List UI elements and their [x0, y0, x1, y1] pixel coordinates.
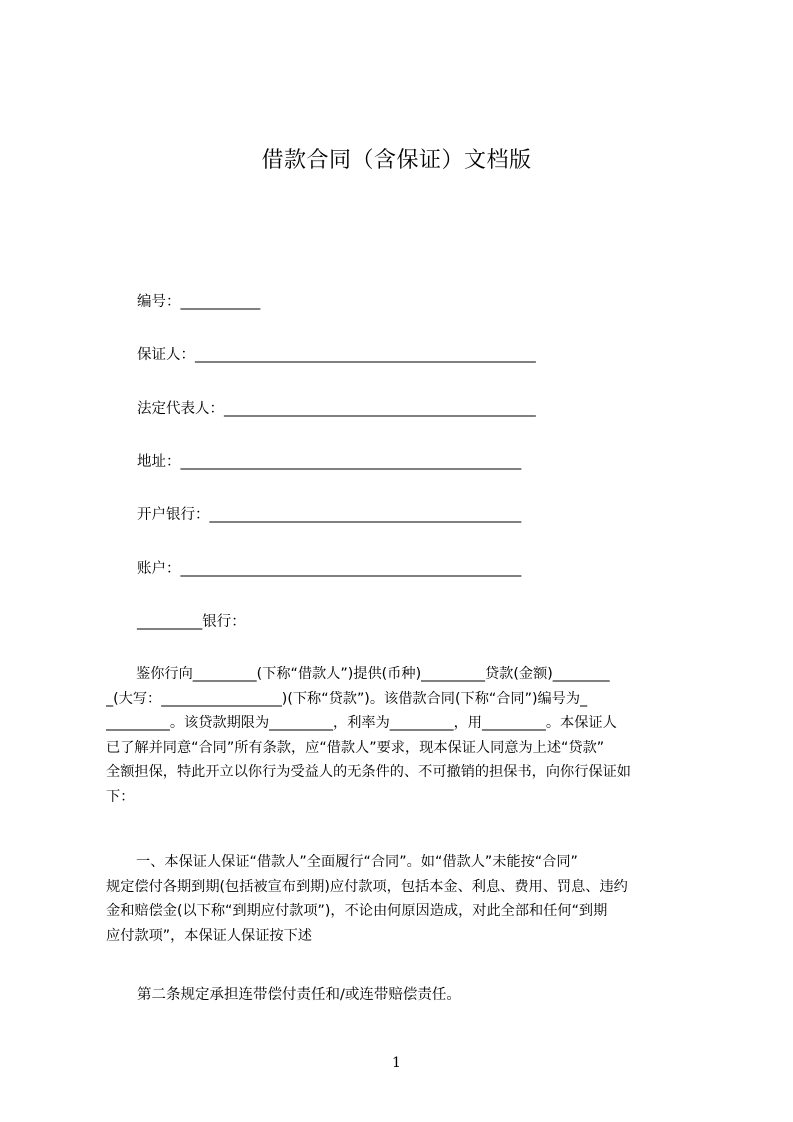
- paragraph-line: 鉴你行向_________(下称“借款人”)提供(币种)_________贷款(金额)________: [136, 666, 610, 682]
- paragraph-line: 已了解并同意“合同”所有条款，应“借款人”要求，现本保证人同意为上述“贷款”: [106, 739, 605, 756]
- page-number: 1: [392, 1055, 401, 1071]
- paragraph-line: 金和赔偿金(以下称“到期应付款项”)，不论由何原因造成，对此全部和任何“到期: [106, 903, 608, 919]
- field-address: 地址：_______________________________________________: [137, 454, 522, 470]
- paragraph-clause-one: [106, 850, 699, 948]
- paragraph-line: 一、本保证人保证“借款人”全面履行“合同”。如“借款人”未能按“合同”: [136, 854, 578, 870]
- field-bank-name: _________银行：: [137, 614, 246, 630]
- field-guarantor: 保证人：_______________________________________________: [137, 347, 536, 363]
- paragraph-clause-two: 第二条规定承担连带偿付责任和/或连带赔偿责任。: [137, 987, 461, 1003]
- document-title: 借款合同（含保证）文档版: [261, 148, 532, 173]
- paragraph-line: 全额担保，特此开立以你行为受益人的无条件的、不可撤销的担保书，向你行保证如: [106, 764, 631, 780]
- field-number: 编号：___________: [137, 294, 261, 310]
- paragraph-line: 下：: [106, 788, 135, 805]
- paragraph-line: _________。该贷款期限为_________，利率为_________，用_________。本保证人: [106, 715, 617, 731]
- paragraph-preamble: [106, 662, 699, 809]
- paragraph-line: 应付款项”，本保证人保证按下述: [106, 927, 312, 944]
- field-legal-representative: 法定代表人：___________________________________________: [137, 401, 536, 417]
- field-account: 账户：_______________________________________________: [137, 561, 522, 577]
- paragraph-line: 规定偿付各期到期(包括被宣布到期)应付款项，包括本金、利息、费用、罚息、违约: [106, 878, 628, 895]
- field-opening-bank: 开户银行：___________________________________________: [137, 507, 522, 523]
- paragraph-line: _(大写：_________________)(下称“贷款”)。该借款合同(下称“合同”)编号为_: [106, 690, 588, 707]
